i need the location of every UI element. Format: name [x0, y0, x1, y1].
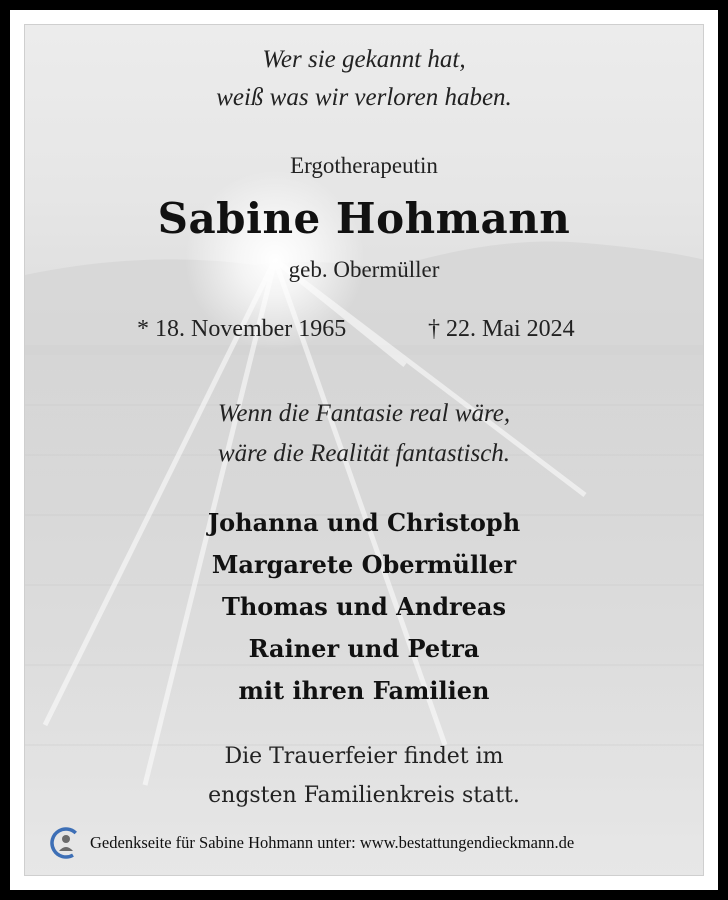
birth-date: * 18. November 1965	[137, 316, 347, 342]
memorial-page-footer	[50, 828, 574, 858]
middle-quote-line-1: Wenn die Fantasie real wäre,	[217, 400, 511, 427]
mourner-line: mit ihren Familien	[238, 676, 490, 705]
deceased-name: Sabine Hohmann	[157, 194, 571, 243]
funeral-home-logo-icon	[50, 827, 82, 859]
death-date: † 22. Mai 2024	[428, 316, 575, 342]
middle-quote-line-2: wäre die Realität fantastisch.	[217, 440, 511, 467]
mourner-line: Margarete Obermüller	[211, 550, 517, 579]
obituary-card	[10, 10, 718, 890]
memorial-page-link-text[interactable]: Gedenkseite für Sabine Hohmann unter: www.bestattungendieckmann.de	[90, 833, 575, 852]
occupation: Ergotherapeutin	[290, 153, 438, 178]
top-quote-line-1: Wer sie gekannt hat,	[262, 46, 466, 73]
funeral-note-line-1: Die Trauerfeier findet im	[224, 744, 504, 769]
birth-name: geb. Obermüller	[288, 257, 440, 282]
mourner-line: Rainer und Petra	[248, 634, 480, 663]
top-quote-line-2: weiß was wir verloren haben.	[216, 84, 512, 111]
mourner-line: Johanna und Christoph	[207, 508, 521, 537]
funeral-note-line-2: engsten Familienkreis statt.	[208, 783, 520, 808]
mourner-line: Thomas und Andreas	[222, 592, 506, 621]
